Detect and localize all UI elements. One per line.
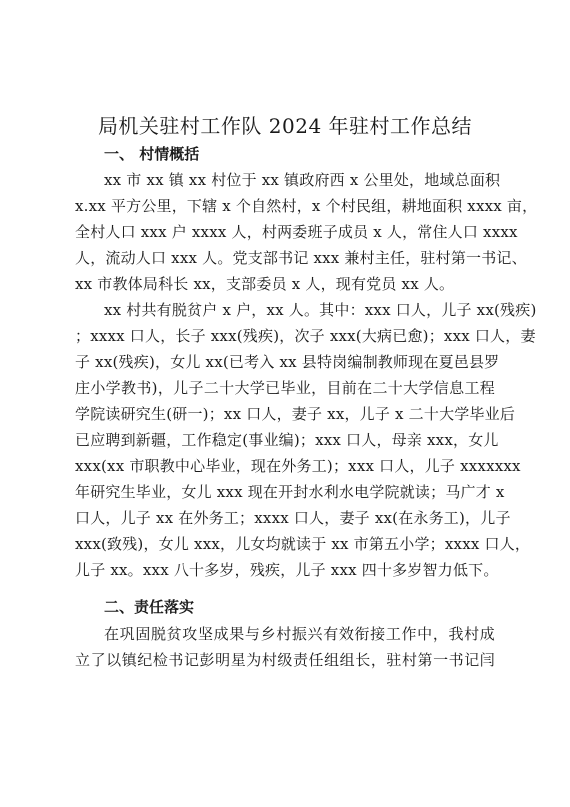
paragraph-line: xx 村共有脱贫户 x 户，xx 人。其中：xxx 口人，儿子 xx(残疾) [104,301,537,319]
paragraph-line: xxx(致残)，女儿 xxx，儿女均就读于 xx 市第五小学；xxxx 口人， [75,535,531,553]
paragraph-line: 学院读研究生(研一)；xx 口人，妻子 xx，儿子 x 二十大学毕业后 [75,405,516,423]
paragraph-line: 子 xx(残疾)，女儿 xx(已考入 xx 县特岗编制教师现在夏邑县罗 [75,353,500,371]
paragraph-line: 口人，儿子 xx 在外务工；xxxx 口人，妻子 xx(在永务工)，儿子 [75,509,511,527]
paragraph-line: x.xx 平方公里，下辖 x 个自然村，x 个村民组，耕地面积 xxxx 亩， [75,197,538,215]
paragraph-line: 人，流动人口 xxx 人。党支部书记 xxx 兼村主任，驻村第一书记、 [75,249,527,267]
paragraph-line: xxx(xx 市职教中心毕业，现在外务工)；xxx 口人，儿子 xxxxxxx [75,457,521,475]
paragraph-line: xx 市 xx 镇 xx 村位于 xx 镇政府西 x 公里处，地域总面积 [104,171,501,189]
paragraph-line: 全村人口 xxx 户 xxxx 人，村两委班子成员 x 人，常住人口 xxxx [75,223,518,241]
paragraph-line: xx 市教体局科长 xx，支部委员 x 人，现有党员 xx 人。 [75,275,455,293]
paragraph-line: 已应聘到新疆，工作稳定(事业编)；xxx 口人，母亲 xxx，女儿 [75,431,499,449]
paragraph-line: 儿子 xx。xxx 八十多岁，残疾，儿子 xxx 四十多岁智力低下。 [75,561,499,579]
paragraph-line: 在巩固脱贫攻坚成果与乡村振兴有效衔接工作中，我村成 [104,625,495,643]
paragraph-line: 年研究生毕业，女儿 xxx 现在开封水利水电学院就读；马广才 x [75,483,505,501]
section-heading-2: 二、责任落实 [104,598,195,616]
paragraph-line: ；xxxx 口人，长子 xxx(残疾)，次子 xxx(大病已愈)；xxx 口人，妻 [75,327,536,345]
paragraph-line: 庄小学教书)，儿子二十大学已毕业，目前在二十大学信息工程 [75,379,495,397]
section-heading-1: 一、 村情概括 [104,145,200,163]
paragraph-line: 立了以镇纪检书记彭明星为村级责任组组长，驻村第一书记闫 [75,651,495,669]
document-title: 局机关驻村工作队 2024 年驻村工作总结 [97,114,473,138]
